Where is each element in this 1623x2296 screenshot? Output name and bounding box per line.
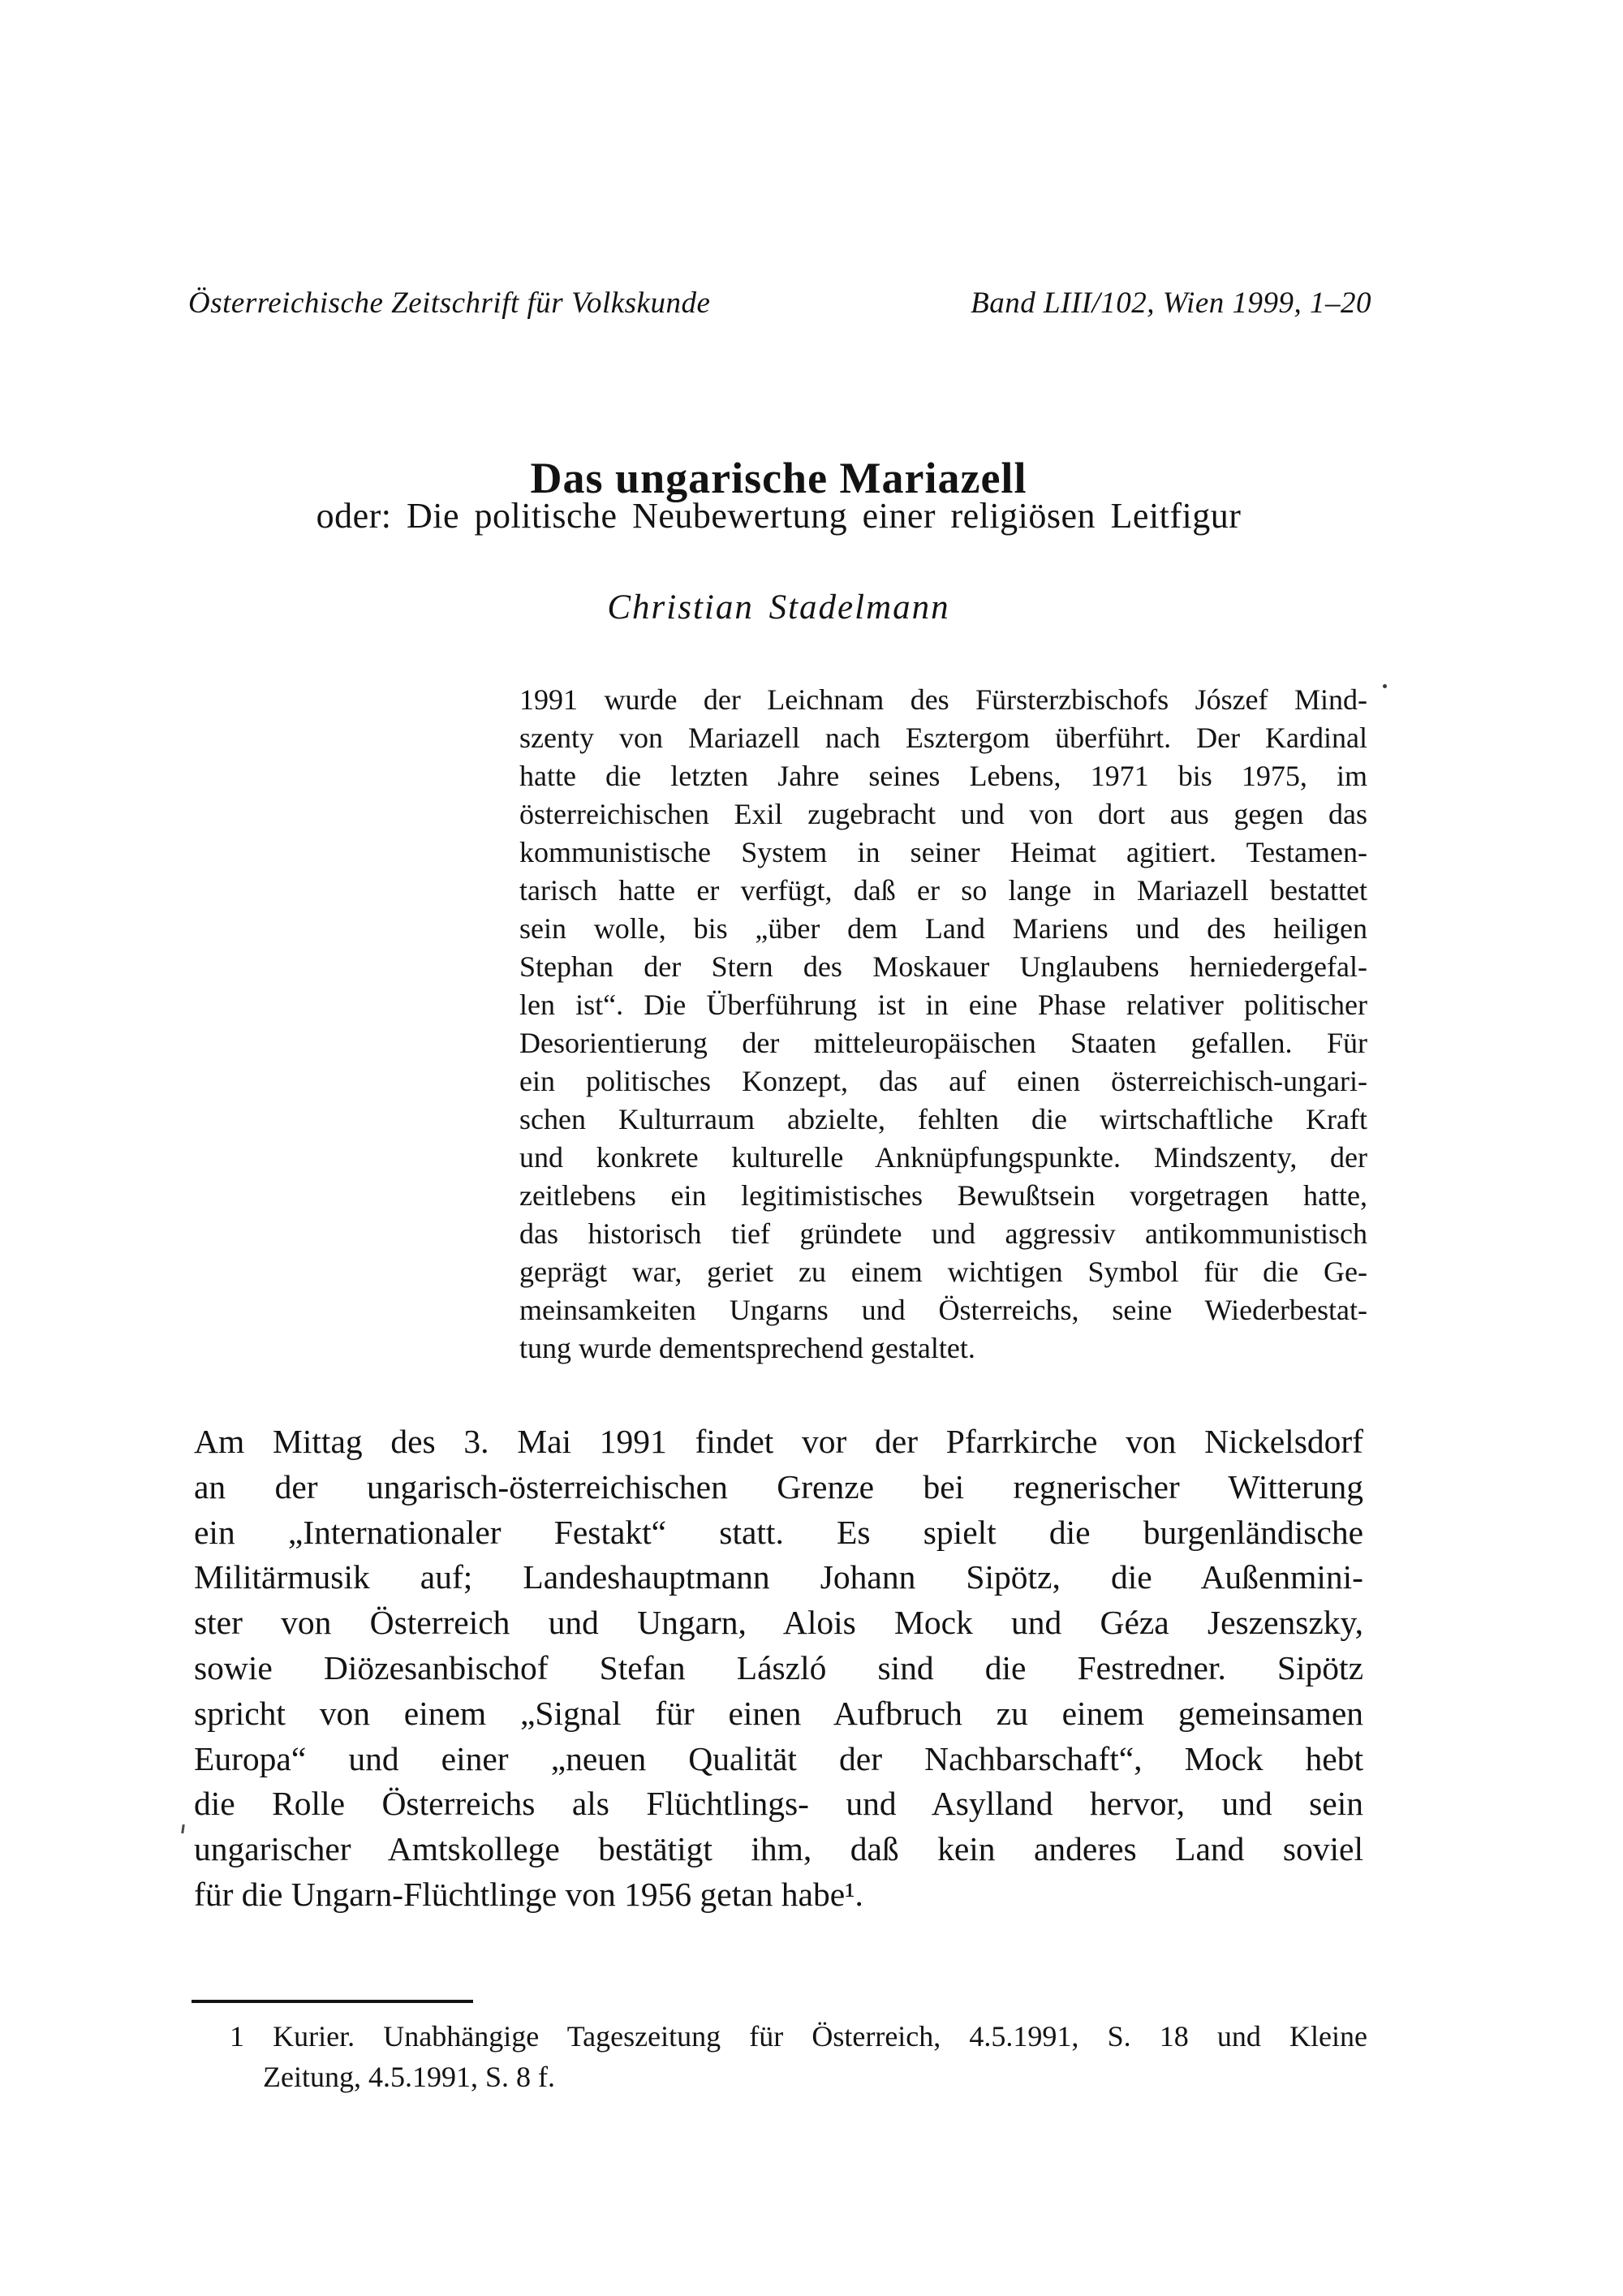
body-line: für die Ungarn-Flüchtlinge von 1956 getan habe¹. xyxy=(194,1875,863,1913)
abstract-line: das historisch tief gründete und aggressiv antikommunistisch xyxy=(519,1217,1367,1250)
abstract-line: hatte die letzten Jahre seines Lebens, 1971 bis 1975, im xyxy=(519,760,1367,792)
body-paragraph xyxy=(194,1419,1363,1918)
author-name: Christian Stadelmann xyxy=(607,588,950,627)
body-line: ster von Österreich und Ungarn, Alois Mock und Géza Jeszenszky, xyxy=(194,1604,1363,1642)
abstract-line: tarisch hatte er verfügt, daß er so lange in Mariazell bestattet xyxy=(519,874,1367,907)
abstract-line: schen Kulturraum abzielte, fehlten die wirtschaftliche Kraft xyxy=(519,1103,1367,1135)
issue-info: Band LIII/102, Wien 1999, 1–20 xyxy=(971,286,1371,320)
body-line: an der ungarisch-österreichischen Grenze bei regnerischer Witterung xyxy=(194,1467,1363,1506)
body-line: sowie Diözesanbischof Stefan László sind die Festredner. Sipötz xyxy=(194,1648,1363,1686)
journal-name: Österreichische Zeitschrift für Volkskunde xyxy=(188,286,711,320)
scan-artifact-dot xyxy=(1383,684,1387,688)
abstract-line: zeitlebens ein legitimistisches Bewußtsein vorgetragen hatte, xyxy=(519,1179,1367,1212)
article-title: Das ungarische Mariazell xyxy=(530,454,1027,503)
abstract-line: und konkrete kulturelle Anknüpfungspunkte. Mindszenty, der xyxy=(519,1141,1367,1174)
abstract-block xyxy=(519,681,1367,1368)
abstract-line: Desorientierung der mitteleuropäischen Staaten gefallen. Für xyxy=(519,1027,1367,1059)
abstract-line: 1991 wurde der Leichnam des Fürsterzbischofs Jószef Mind- xyxy=(519,683,1367,716)
body-line: Militärmusik auf; Landeshauptmann Johann Sipötz, die Außenmini- xyxy=(194,1558,1363,1596)
abstract-line: len ist“. Die Überführung ist in eine Phase relativer politischer xyxy=(519,989,1367,1021)
article-subtitle: oder: Die politische Neubewertung einer religiösen Leitfigur xyxy=(316,496,1242,536)
body-line: ein „Internationaler Festakt“ statt. Es spielt die burgenländische xyxy=(194,1513,1363,1551)
body-line: spricht von einem „Signal für einen Aufbruch zu einem gemeinsamen xyxy=(194,1694,1363,1732)
footnote xyxy=(230,2016,1367,2097)
abstract-line: kommunistische System in seiner Heimat agitiert. Testamen- xyxy=(519,836,1367,868)
body-line: die Rolle Österreichs als Flüchtlings- und Asylland hervor, und sein xyxy=(194,1785,1363,1823)
body-line: Europa“ und einer „neuen Qualität der Nachbarschaft“, Mock hebt xyxy=(194,1739,1363,1777)
footnote-line: 1 Kurier. Unabhängige Tageszeitung für Österreich, 4.5.1991, S. 18 und Kleine xyxy=(230,2020,1367,2053)
journal-header xyxy=(188,286,1371,321)
abstract-line: tung wurde dementsprechend gestaltet. xyxy=(519,1332,975,1364)
footnote-separator-rule xyxy=(192,2000,473,2003)
abstract-line: geprägt war, geriet zu einem wichtigen Symbol für die Ge- xyxy=(519,1256,1367,1288)
body-line: ungarischer Amtskollege bestätigt ihm, daß kein anderes Land soviel xyxy=(194,1830,1363,1868)
abstract-line: österreichischen Exil zugebracht und von dort aus gegen das xyxy=(519,798,1367,830)
scan-artifact-tick xyxy=(181,1824,185,1833)
abstract-line: szenty von Mariazell nach Esztergom überführt. Der Kardinal xyxy=(519,722,1367,754)
body-line: Am Mittag des 3. Mai 1991 findet vor der Pfarrkirche von Nickelsdorf xyxy=(194,1423,1363,1460)
abstract-line: sein wolle, bis „über dem Land Mariens und des heiligen xyxy=(519,912,1367,945)
footnote-line: Zeitung, 4.5.1991, S. 8 f. xyxy=(263,2061,555,2093)
abstract-line: meinsamkeiten Ungarns und Österreichs, seine Wiederbestat- xyxy=(519,1294,1367,1326)
abstract-line: Stephan der Stern des Moskauer Unglaubens herniedergefal- xyxy=(519,950,1367,983)
abstract-line: ein politisches Konzept, das auf einen österreichisch-ungari- xyxy=(519,1065,1367,1097)
